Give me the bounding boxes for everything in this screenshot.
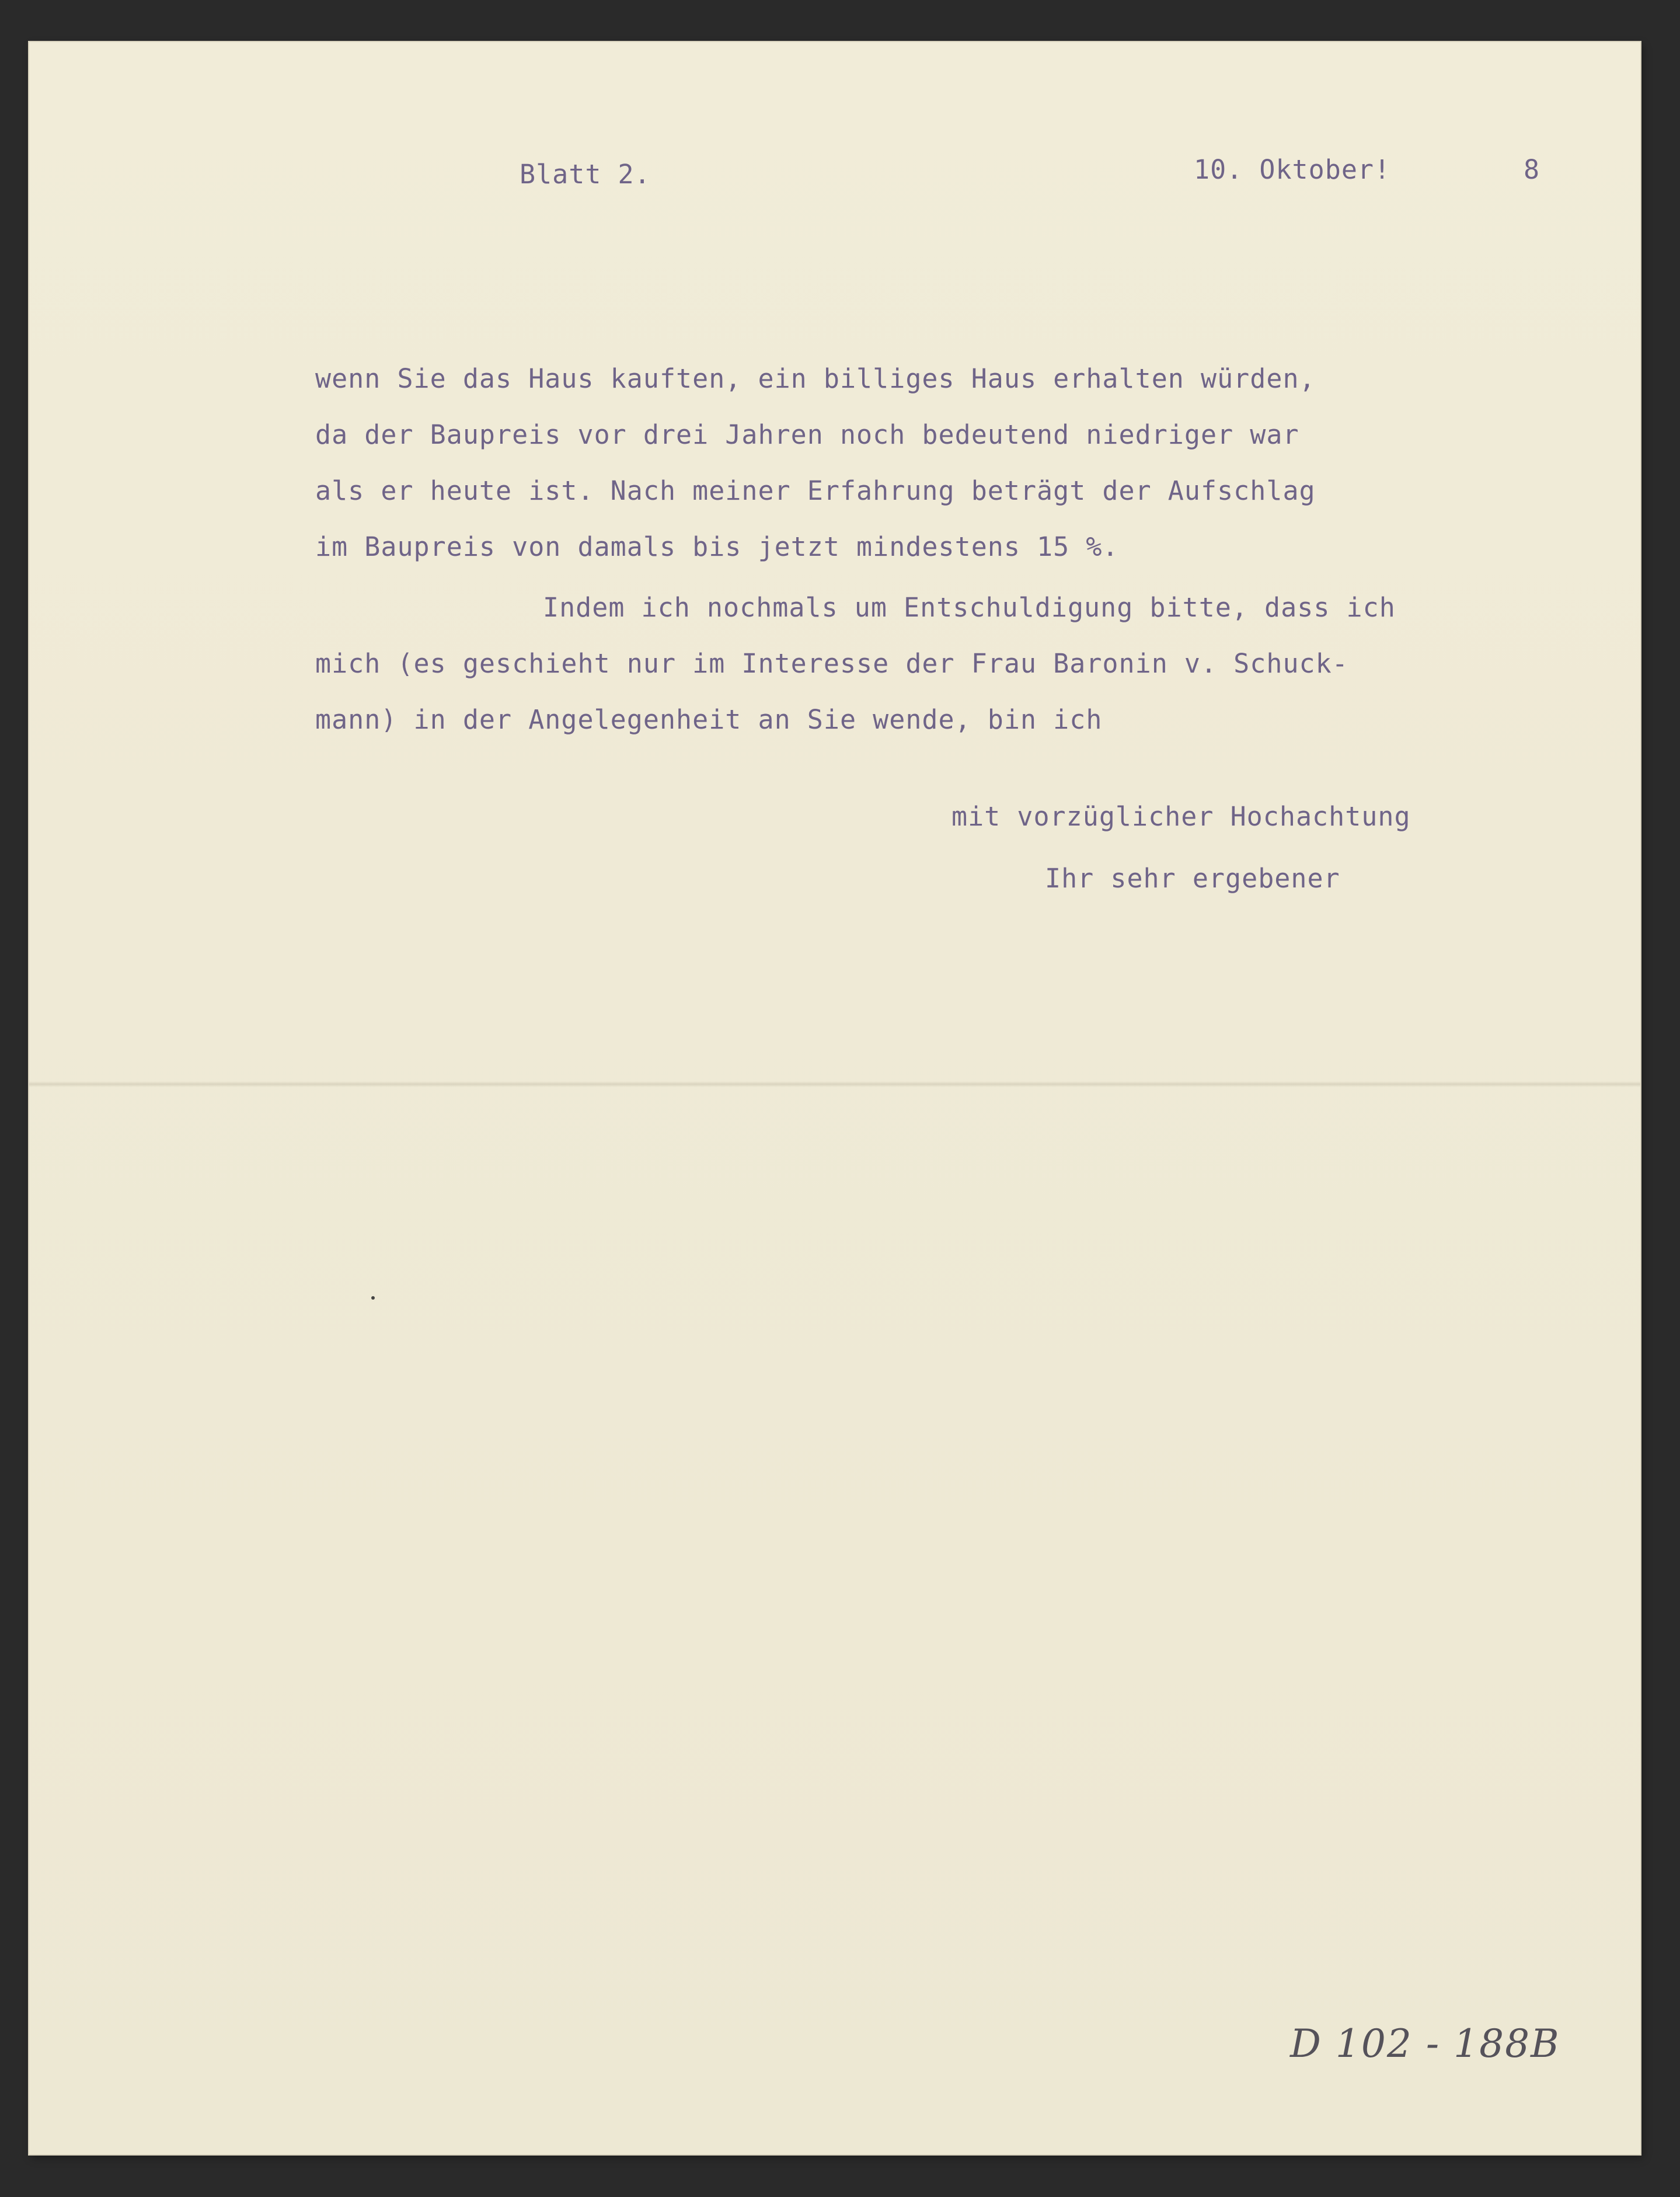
date-line: 10. Oktober!: [1194, 154, 1391, 185]
body-line-4: im Baupreis von damals bis jetzt mindestens 15 %.: [315, 531, 1119, 562]
paper-speck: [371, 1296, 375, 1300]
letter-page: [29, 42, 1640, 2154]
body-line-5: Indem ich nochmals um Entschuldigung bitte, dass ich: [543, 592, 1396, 623]
body-line-3: als er heute ist. Nach meiner Erfahrung beträgt der Aufschlag: [315, 475, 1316, 506]
body-line-1: wenn Sie das Haus kauften, ein billiges Haus erhalten würden,: [315, 363, 1316, 394]
body-line-7: mann) in der Angelegenheit an Sie wende, bin ich: [315, 704, 1103, 735]
closing-line-1: mit vorzüglicher Hochachtung: [951, 801, 1411, 832]
sheet-label: Blatt 2.: [520, 159, 651, 190]
page-number: 8: [1524, 154, 1540, 185]
body-line-6: mich (es geschieht nur im Interesse der Frau Baronin v. Schuck-: [315, 648, 1348, 679]
body-line-2: da der Baupreis vor drei Jahren noch bedeutend niedriger war: [315, 419, 1299, 450]
closing-line-2: Ihr sehr ergebener: [1045, 863, 1340, 894]
archive-note: D 102 - 188B: [1290, 2021, 1560, 2066]
paper-fold: [29, 1081, 1640, 1087]
